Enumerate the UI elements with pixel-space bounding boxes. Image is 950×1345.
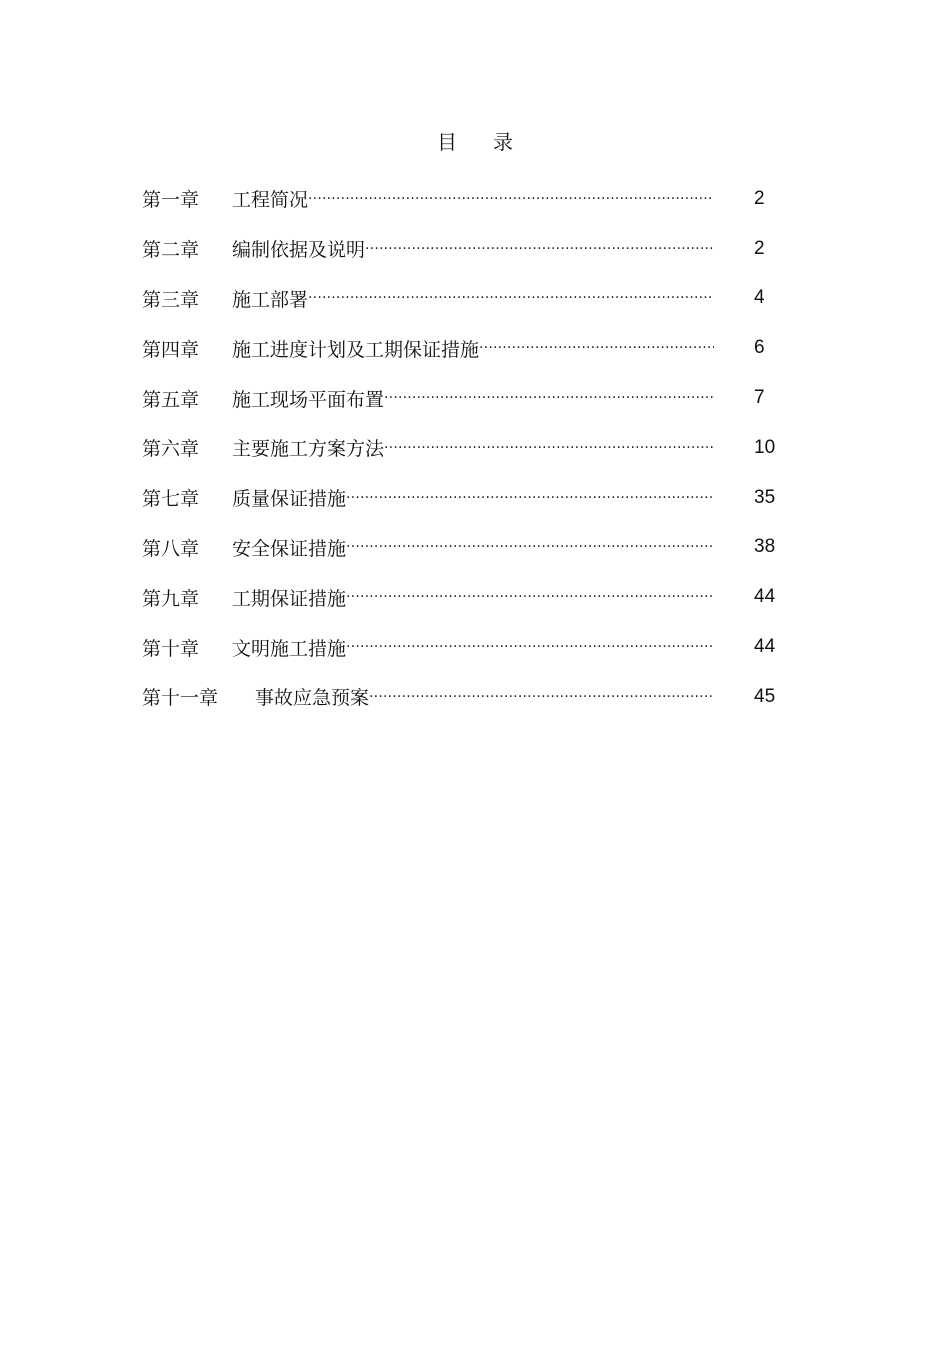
toc-dot-leader bbox=[308, 186, 714, 208]
toc-entry[interactable] bbox=[142, 672, 802, 722]
toc-chapter-label: 第十章 bbox=[142, 637, 200, 660]
toc-dot-leader bbox=[365, 236, 714, 258]
toc-chapter-label: 第八章 bbox=[142, 537, 200, 560]
toc-entry[interactable] bbox=[142, 473, 802, 523]
toc-page-number: 6 bbox=[754, 337, 765, 359]
toc-dot-leader bbox=[384, 385, 714, 407]
toc-dot-leader bbox=[346, 634, 714, 656]
toc-chapter-label: 第五章 bbox=[142, 388, 200, 411]
toc-entry-title: 主要施工方案方法 bbox=[232, 438, 385, 461]
toc-title bbox=[0, 126, 950, 155]
toc-entry[interactable] bbox=[142, 274, 802, 324]
toc-title-left: 目 bbox=[437, 130, 457, 154]
toc-page-number: 44 bbox=[754, 636, 776, 658]
toc-page-number: 2 bbox=[754, 187, 765, 209]
toc-chapter-label: 第四章 bbox=[142, 338, 200, 361]
toc-entry-title: 工期保证措施 bbox=[232, 587, 347, 610]
toc-entry[interactable] bbox=[142, 323, 802, 373]
toc-page-number: 2 bbox=[754, 237, 765, 259]
toc-entry-title: 文明施工措施 bbox=[232, 637, 347, 660]
toc-dot-leader bbox=[346, 534, 714, 556]
toc-dot-leader bbox=[346, 485, 714, 507]
toc-entry-title: 事故应急预案 bbox=[255, 687, 370, 710]
toc-entry-title: 施工部署 bbox=[232, 288, 309, 311]
toc-entry-title: 施工现场平面布置 bbox=[232, 388, 385, 411]
toc-entry[interactable] bbox=[142, 572, 802, 622]
toc-dot-leader bbox=[346, 584, 714, 606]
toc-title-right: 录 bbox=[493, 130, 513, 154]
toc-chapter-label: 第六章 bbox=[142, 438, 200, 461]
toc-entry-title: 质量保证措施 bbox=[232, 488, 347, 511]
toc-chapter-label: 第三章 bbox=[142, 288, 200, 311]
toc-entry-title: 安全保证措施 bbox=[232, 537, 347, 560]
toc-entry-title: 编制依据及说明 bbox=[232, 239, 366, 262]
toc-entry[interactable] bbox=[142, 423, 802, 473]
toc-entry[interactable] bbox=[142, 224, 802, 274]
toc-chapter-label: 第九章 bbox=[142, 587, 200, 610]
toc-page-number: 45 bbox=[754, 685, 776, 707]
toc-chapter-label: 第二章 bbox=[142, 239, 200, 262]
toc-page-number: 4 bbox=[754, 287, 765, 309]
toc-entry-title: 施工进度计划及工期保证措施 bbox=[232, 338, 480, 361]
toc-page-number: 35 bbox=[754, 486, 776, 508]
toc-page-number: 7 bbox=[754, 387, 765, 409]
toc-page-number: 38 bbox=[754, 536, 776, 558]
toc-dot-leader bbox=[479, 335, 714, 357]
toc-entry[interactable] bbox=[142, 523, 802, 573]
toc-dot-leader bbox=[308, 285, 714, 307]
toc-list bbox=[142, 174, 802, 722]
toc-page-number: 44 bbox=[754, 586, 776, 608]
toc-dot-leader bbox=[369, 684, 714, 706]
toc-page-number: 10 bbox=[754, 436, 776, 458]
toc-chapter-label: 第十一章 bbox=[142, 687, 219, 710]
toc-chapter-label: 第七章 bbox=[142, 488, 200, 511]
toc-entry-title: 工程简况 bbox=[232, 189, 309, 212]
toc-dot-leader bbox=[384, 435, 714, 457]
toc-entry[interactable] bbox=[142, 622, 802, 672]
toc-chapter-label: 第一章 bbox=[142, 189, 200, 212]
toc-entry[interactable] bbox=[142, 373, 802, 423]
toc-entry[interactable] bbox=[142, 174, 802, 224]
